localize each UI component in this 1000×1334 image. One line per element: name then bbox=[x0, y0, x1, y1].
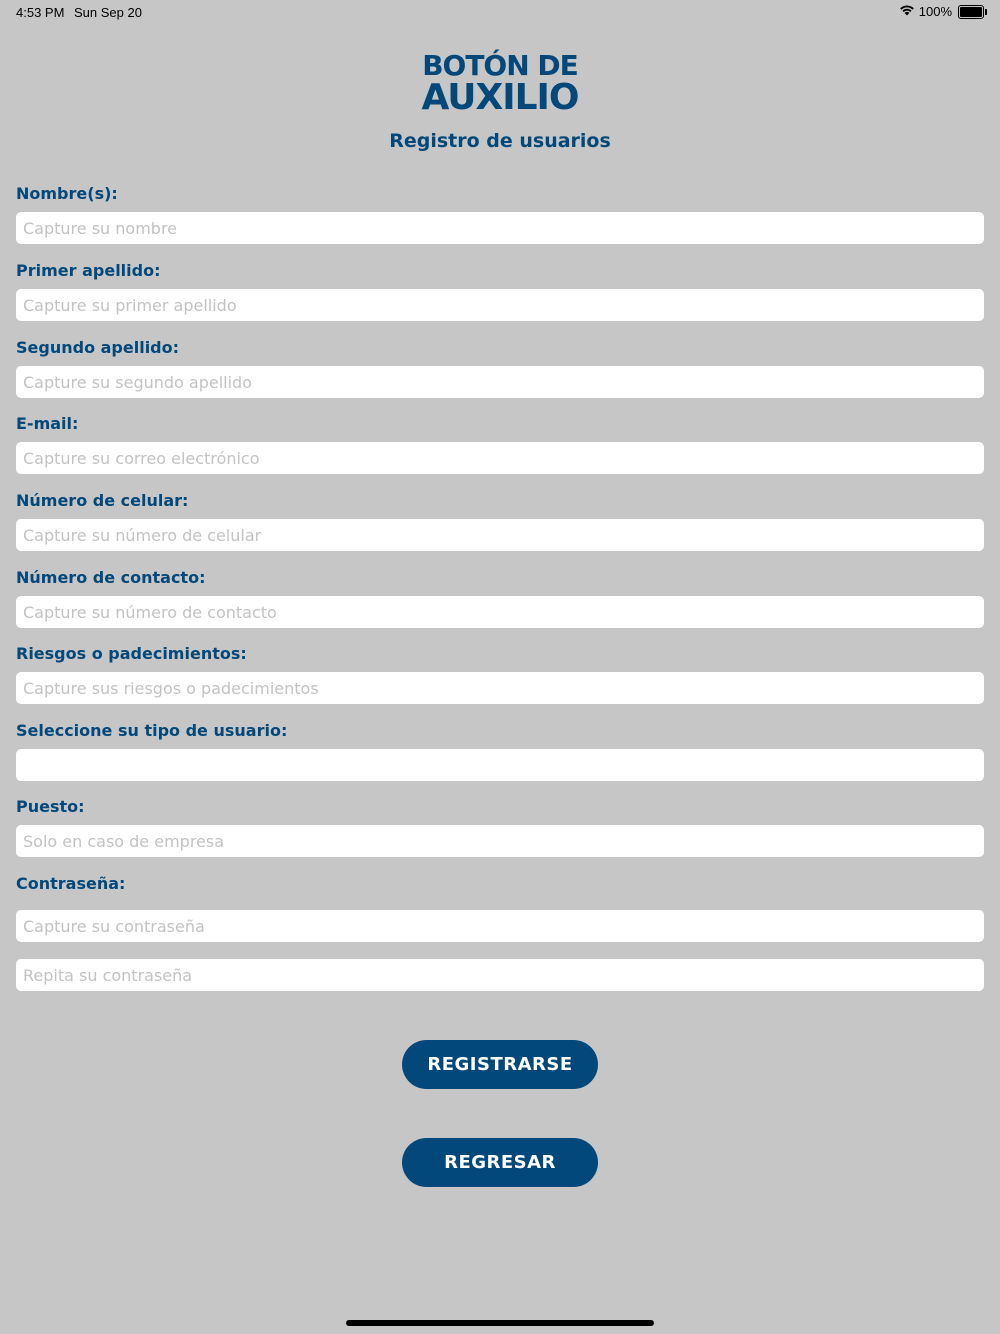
nombre-label: Nombre(s): bbox=[16, 184, 118, 203]
nombre-input[interactable] bbox=[16, 212, 984, 244]
contacto-label: Número de contacto: bbox=[16, 568, 206, 587]
status-time: 4:53 PM bbox=[16, 5, 65, 20]
back-button[interactable]: REGRESAR bbox=[402, 1138, 598, 1187]
puesto-label: Puesto: bbox=[16, 797, 85, 816]
status-bar bbox=[0, 0, 1000, 24]
battery-percent: 100% bbox=[918, 4, 952, 19]
puesto-input[interactable] bbox=[16, 825, 984, 857]
tipo-usuario-select[interactable] bbox=[16, 749, 984, 781]
app-logo bbox=[0, 49, 1000, 118]
status-indicators bbox=[899, 4, 984, 19]
repeat-password-input[interactable] bbox=[16, 959, 984, 991]
logo-line-2: AUXILIO bbox=[421, 77, 579, 118]
wifi-icon bbox=[899, 4, 915, 19]
tipo-usuario-label: Seleccione su tipo de usuario: bbox=[16, 721, 288, 740]
status-date: Sun Sep 20 bbox=[74, 5, 142, 20]
register-button[interactable]: REGISTRARSE bbox=[402, 1040, 598, 1089]
riesgos-input[interactable] bbox=[16, 672, 984, 704]
celular-input[interactable] bbox=[16, 519, 984, 551]
segundo-apellido-input[interactable] bbox=[16, 366, 984, 398]
battery-icon bbox=[958, 5, 984, 19]
primer-apellido-input[interactable] bbox=[16, 289, 984, 321]
home-indicator[interactable] bbox=[346, 1320, 654, 1326]
logo-line-1: BOTÓN DE bbox=[422, 49, 578, 82]
primer-apellido-label: Primer apellido: bbox=[16, 261, 161, 280]
page-title: Registro de usuarios bbox=[389, 130, 611, 152]
celular-label: Número de celular: bbox=[16, 491, 189, 510]
email-input[interactable] bbox=[16, 442, 984, 474]
segundo-apellido-label: Segundo apellido: bbox=[16, 338, 180, 357]
riesgos-label: Riesgos o padecimientos: bbox=[16, 644, 247, 663]
contrasena-label: Contraseña: bbox=[16, 874, 126, 893]
password-input[interactable] bbox=[16, 910, 984, 942]
contacto-input[interactable] bbox=[16, 596, 984, 628]
email-label: E-mail: bbox=[16, 414, 79, 433]
